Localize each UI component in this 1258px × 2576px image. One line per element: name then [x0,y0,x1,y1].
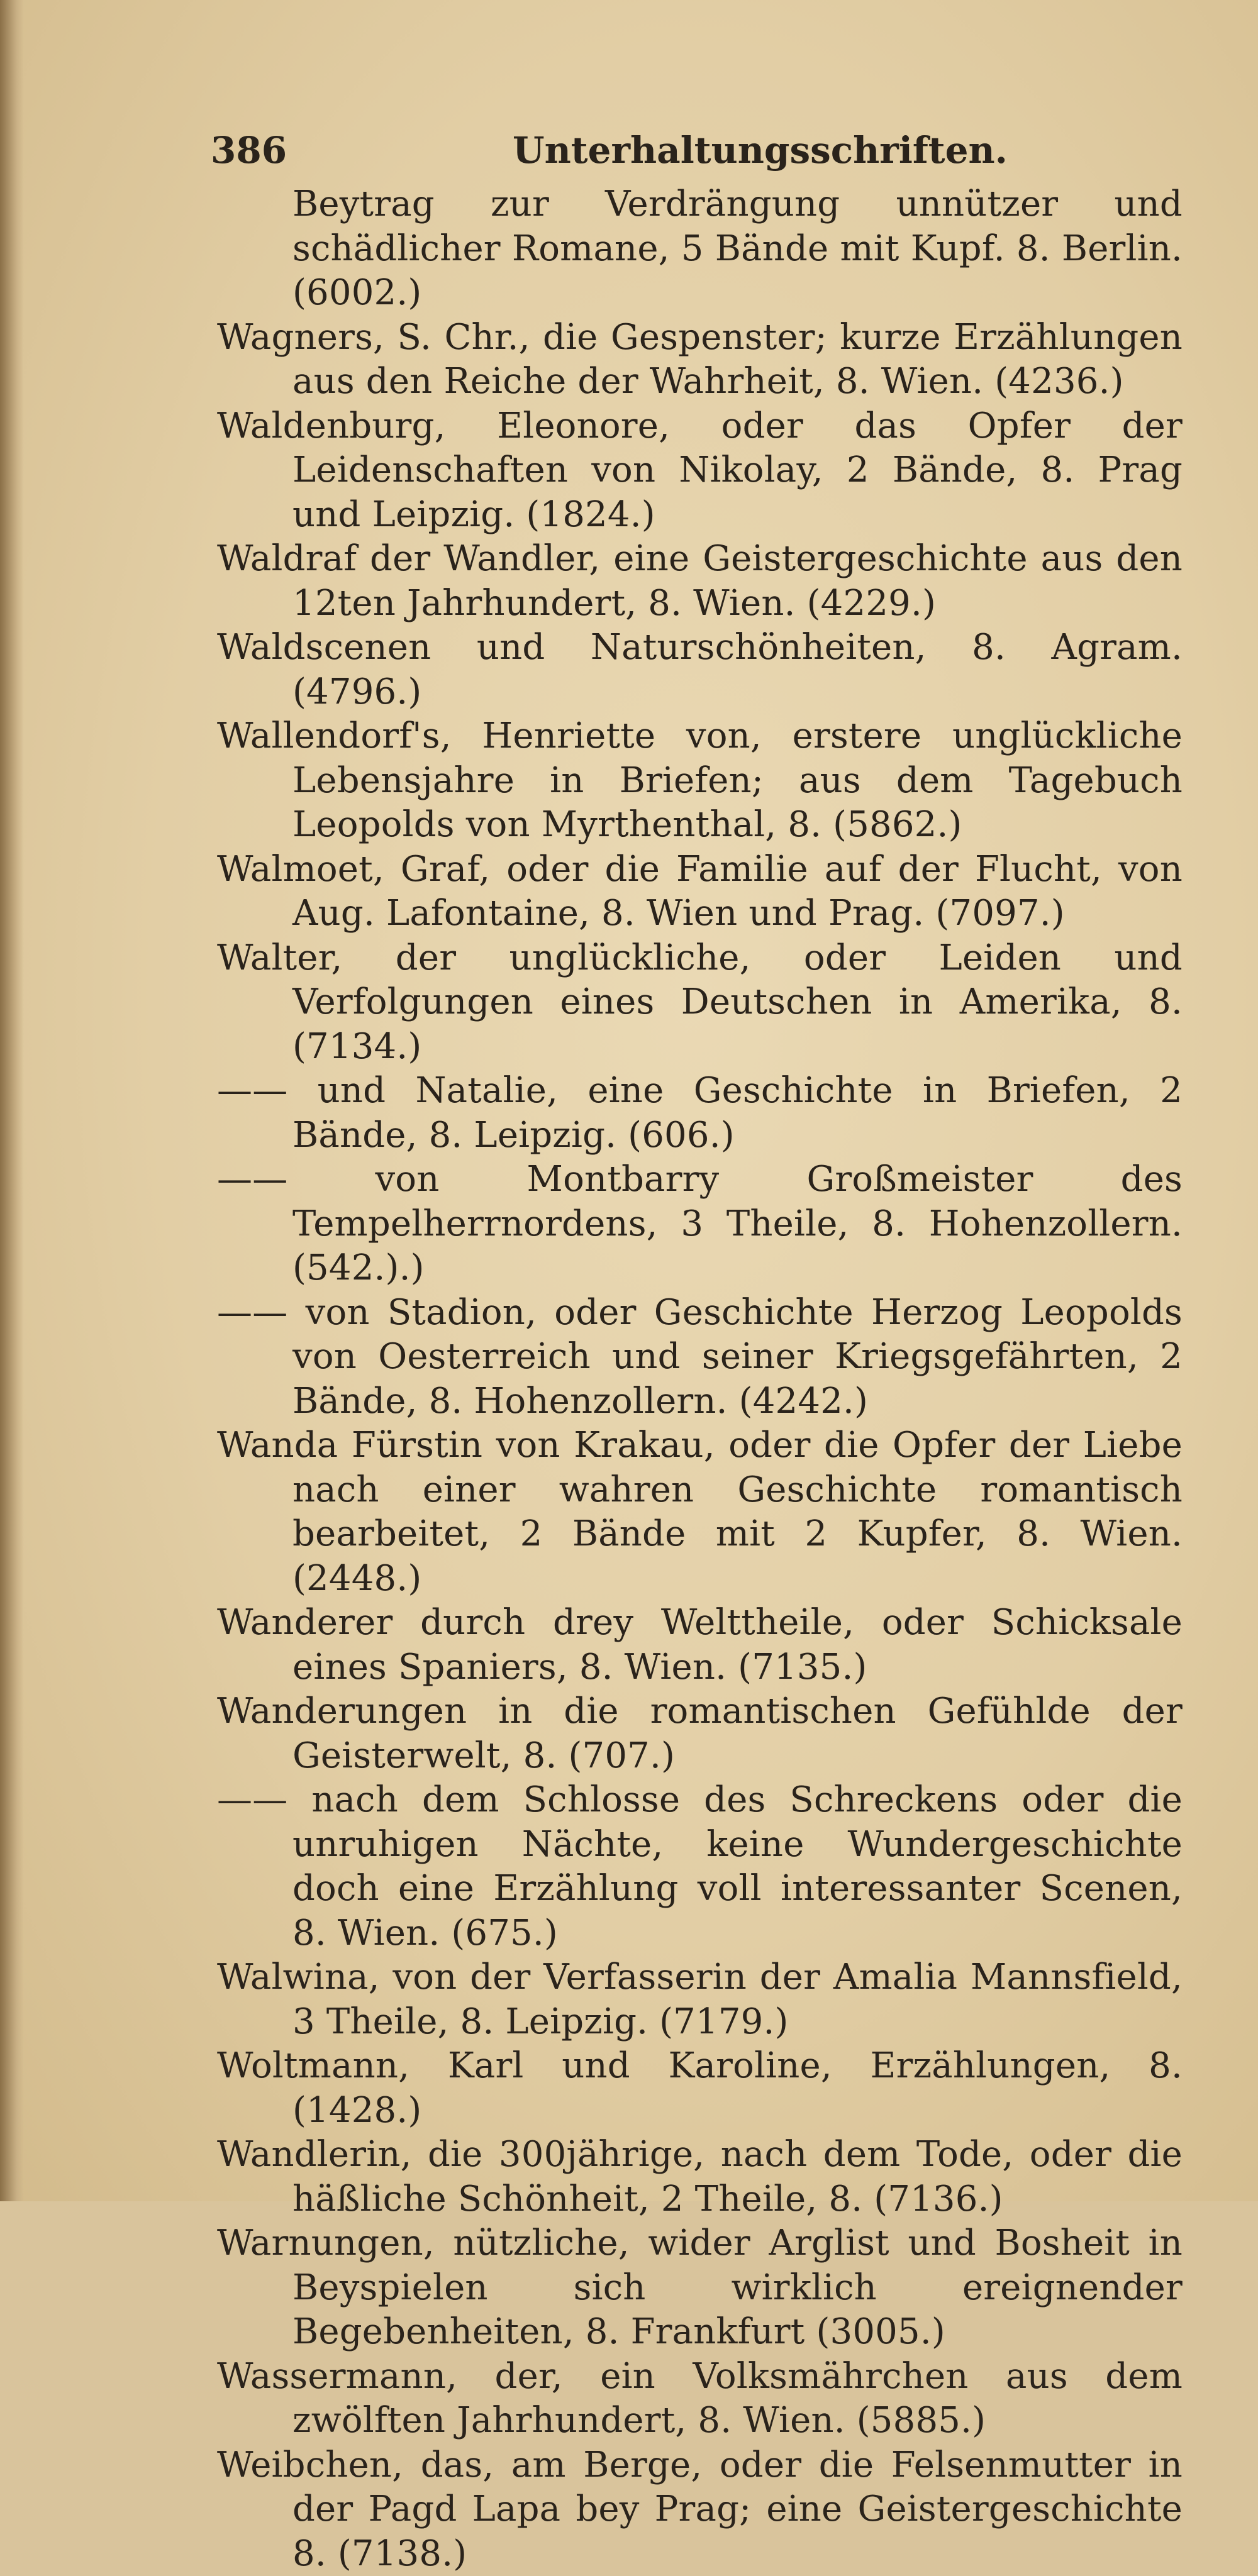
catalog-entry: Waldscenen und Naturschönheiten, 8. Agram. (4796.) [217,626,1183,714]
page-gutter [0,0,24,2201]
catalog-entry: —— von Montbarry Großmeister des Tempelherrnordens, 3 Theile, 8. Hohenzollern. (542.).) [217,1158,1183,1291]
catalog-entry: Wanderer durch drey Welttheile, oder Schicksale eines Spaniers, 8. Wien. (7135.) [217,1601,1183,1689]
catalog-entry: Walter, der unglückliche, oder Leiden und Verfolgungen eines Deutschen in Amerika, 8. (7134.) [217,936,1183,1070]
catalog-entry: Wandlerin, die 300jährige, nach dem Tode, oder die häßliche Schönheit, 2 Theile, 8. (7136.) [217,2133,1183,2221]
catalog-entry: Waldenburg, Eleonore, oder das Opfer der Leidenschaften von Nikolay, 2 Bände, 8. Prag und Leipzig. (1824.) [217,404,1183,538]
catalog-entries [217,182,1183,2576]
catalog-entry: Weibchen, das, am Berge, oder die Felsenmutter in der Pagd Lapa bey Prag; eine Geistergeschichte 8. (7138.) [217,2443,1183,2576]
page-header [211,129,1179,179]
catalog-entry: Wallendorf's, Henriette von, erstere unglückliche Lebensjahre in Briefen; aus dem Tagebuch Leopolds von Myrthenthal, 8. (5862.) [217,714,1183,848]
catalog-entry: Wanderungen in die romantischen Gefühlde der Geisterwelt, 8. (707.) [217,1689,1183,1778]
catalog-entry: Walwina, von der Verfasserin der Amalia Mannsfield, 3 Theile, 8. Leipzig. (7179.) [217,1955,1183,2044]
running-title: Unterhaltungsschriften. [513,129,1008,172]
page-number: 386 [211,129,287,172]
catalog-entry: Beytrag zur Verdrängung unnützer und schädlicher Romane, 5 Bände mit Kupf. 8. Berlin. (6002.) [217,182,1183,316]
catalog-entry: —— von Stadion, oder Geschichte Herzog Leopolds von Oesterreich und seiner Kriegsgefährten, 2 Bände, 8. Hohenzollern. (4242.) [217,1291,1183,1424]
catalog-entry: —— nach dem Schlosse des Schreckens oder die unruhigen Nächte, keine Wundergeschichte doch eine Erzählung voll interessanter Scenen, 8. Wien. (675.) [217,1778,1183,1955]
catalog-entry: Wanda Fürstin von Krakau, oder die Opfer der Liebe nach einer wahren Geschichte romantisch bearbeitet, 2 Bände mit 2 Kupfer, 8. Wien. (2448.) [217,1423,1183,1601]
catalog-entry: Walmoet, Graf, oder die Familie auf der Flucht, von Aug. Lafontaine, 8. Wien und Prag. (7097.) [217,848,1183,936]
catalog-entry: Waldraf der Wandler, eine Geistergeschichte aus den 12ten Jahrhundert, 8. Wien. (4229.) [217,537,1183,626]
catalog-entry: Woltmann, Karl und Karoline, Erzählungen, 8. (1428.) [217,2044,1183,2133]
catalog-entry: Warnungen, nützliche, wider Arglist und Bosheit in Beyspielen sich wirklich ereignender Begebenheiten, 8. Frankfurt (3005.) [217,2221,1183,2355]
catalog-entry: Wassermann, der, ein Volksmährchen aus dem zwölften Jahrhundert, 8. Wien. (5885.) [217,2355,1183,2443]
catalog-entry: Wagners, S. Chr., die Gespenster; kurze Erzählungen aus den Reiche der Wahrheit, 8. Wien. (4236.) [217,316,1183,404]
catalog-entry: —— und Natalie, eine Geschichte in Briefen, 2 Bände, 8. Leipzig. (606.) [217,1069,1183,1158]
